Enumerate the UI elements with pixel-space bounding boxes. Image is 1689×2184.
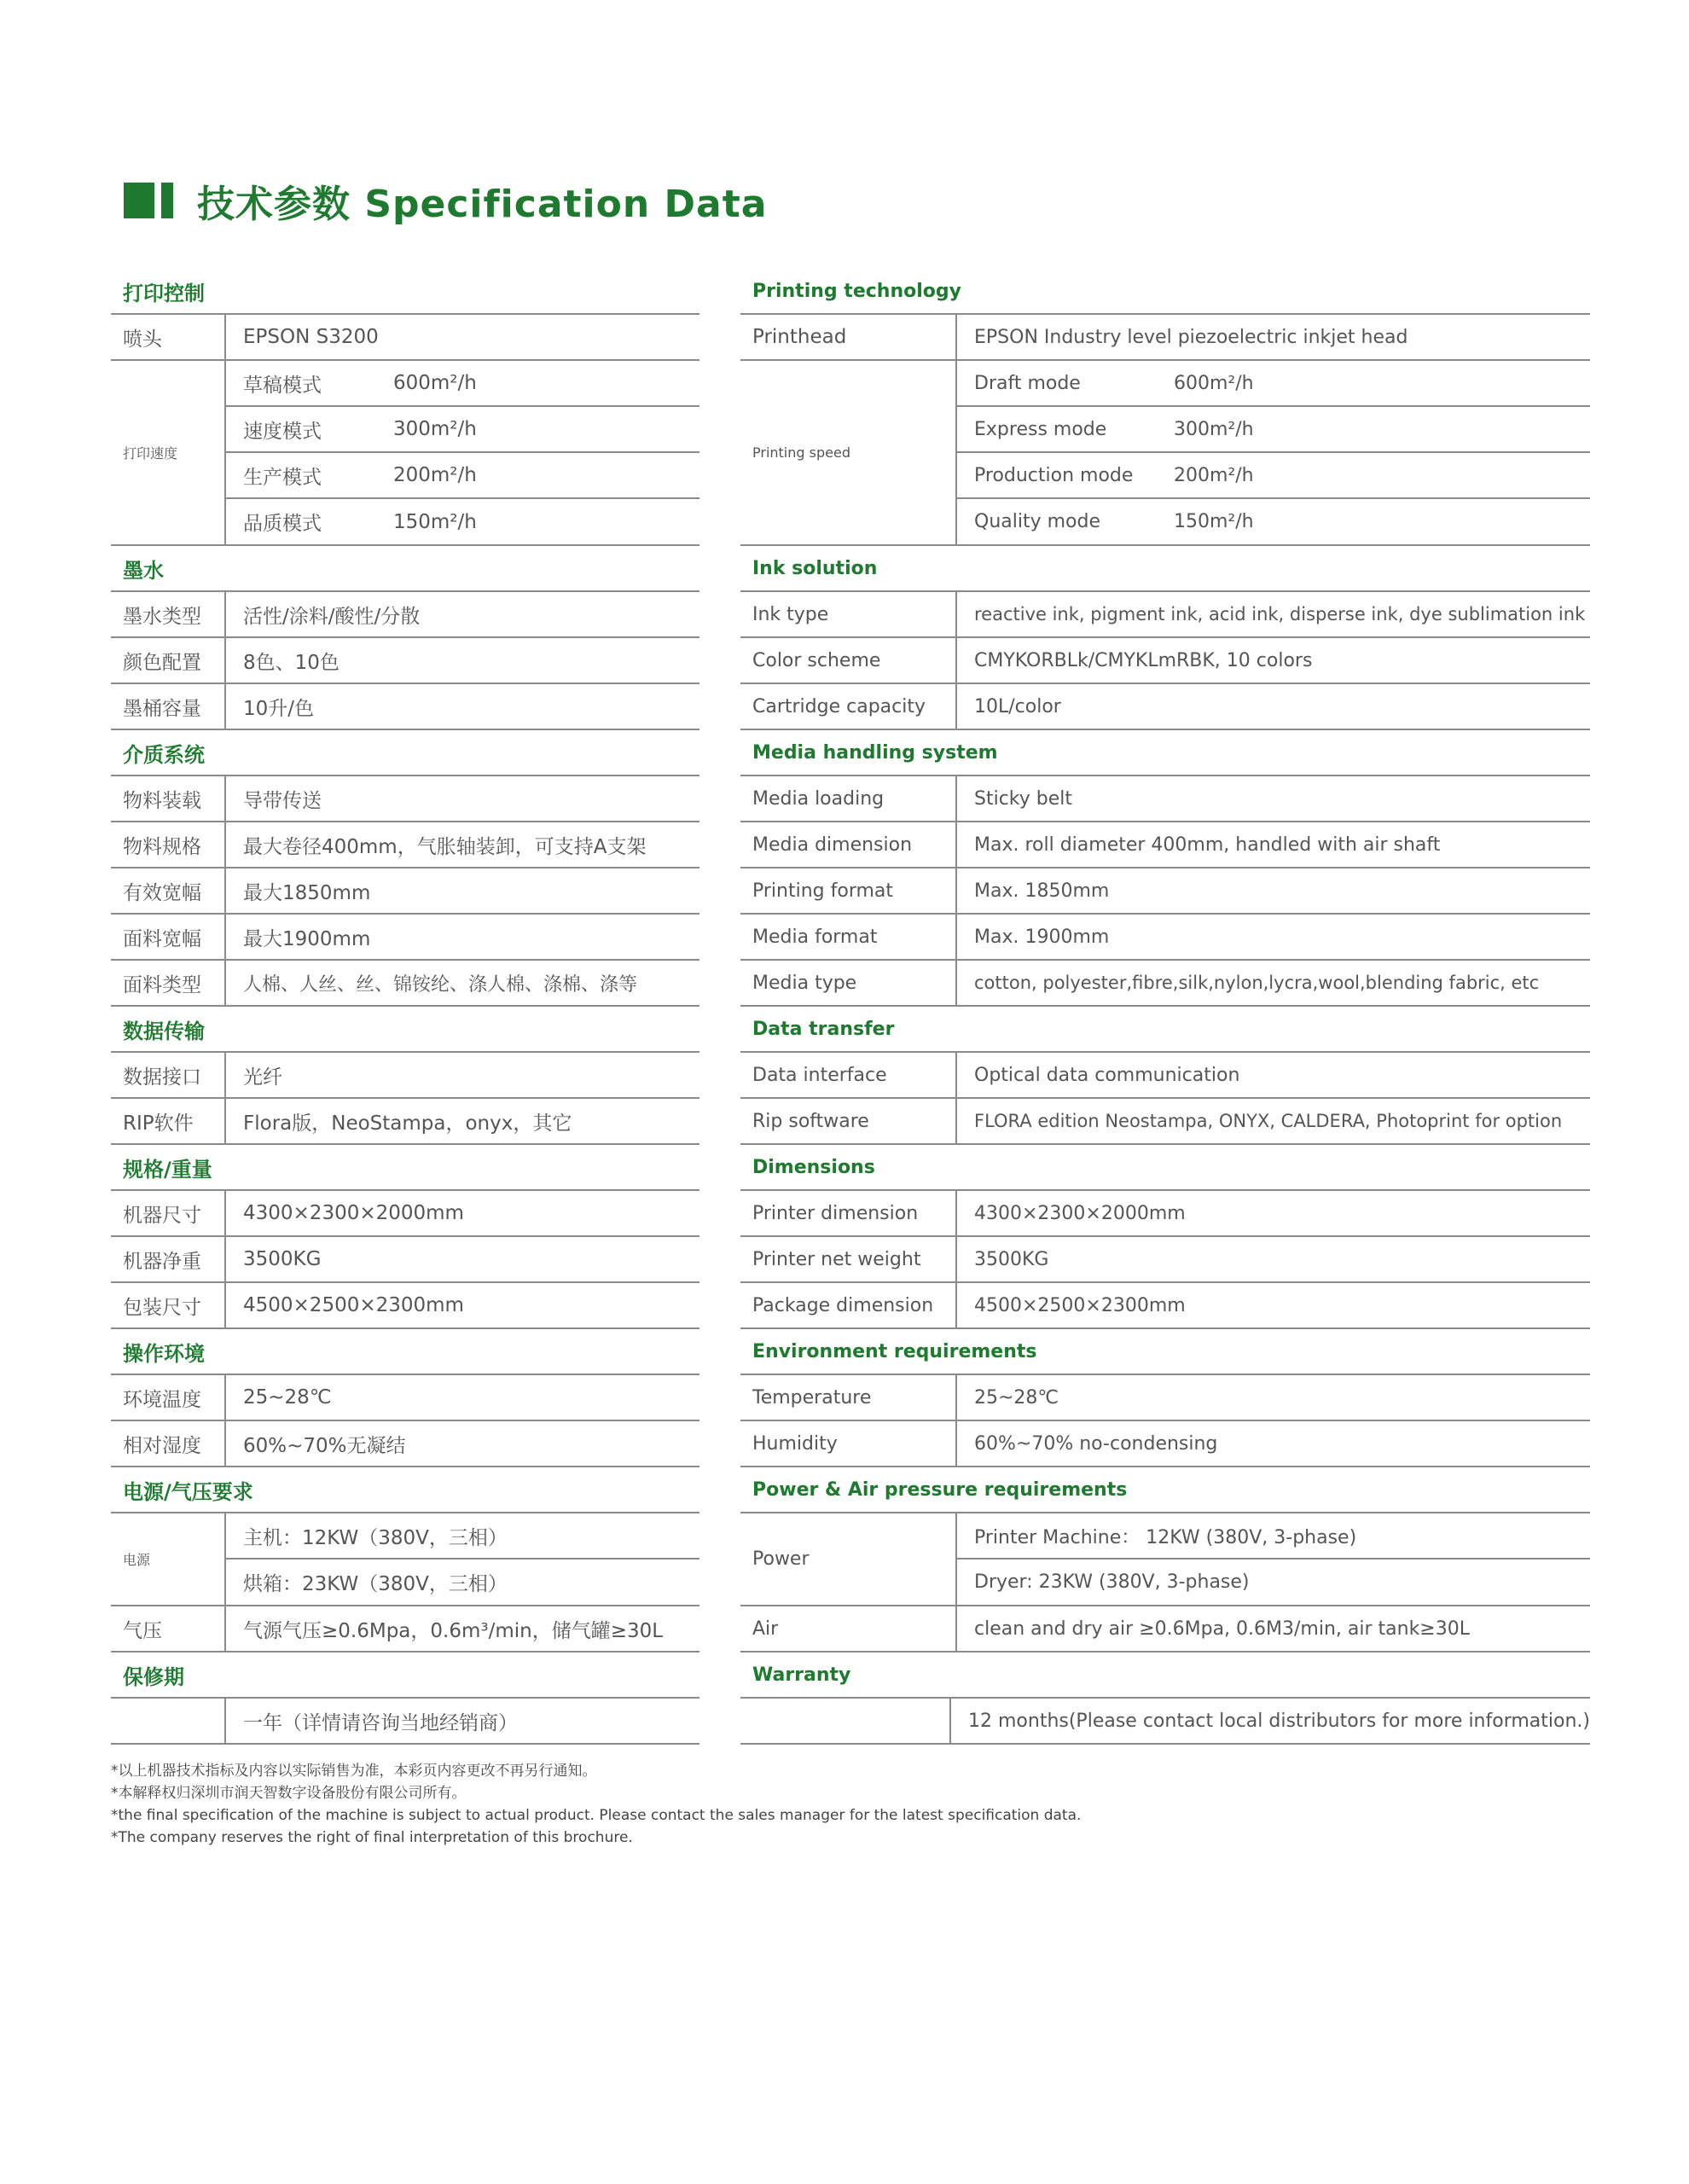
table-row: Printhead EPSON Industry level piezoelectric inkjet head [740,315,1590,361]
table-row: 包装尺寸 4500×2500×2300mm [111,1283,699,1329]
table-row: Air clean and dry air ≥0.6Mpa, 0.6M3/min, air tank≥30L [740,1606,1590,1653]
spec-table-english [740,269,1590,1745]
section-header: Media handling system [740,730,1590,776]
power-group [740,1513,1590,1606]
section-header: Power & Air pressure requirements [740,1467,1590,1513]
table-row: 一年（详情请咨询当地经销商） [111,1699,699,1745]
footnote: *the final specification of the machine is subject to actual product. Please contact the sales manager for the latest specification data. [111,1807,1082,1824]
table-row: 颜色配置 8色、10色 [111,638,699,684]
power-label: Power [740,1513,957,1605]
table-row: Rip software FLORA edition Neostampa, ONYX, CALDERA, Photoprint for option [740,1099,1590,1145]
section-header: 规格/重量 [111,1145,699,1191]
table-row: Temperature 25~28℃ [740,1375,1590,1421]
table-row: Media dimension Max. roll diameter 400mm, handled with air shaft [740,822,1590,868]
table-row: 机器净重 3500KG [111,1237,699,1283]
table-row: 物料规格 最大卷径400mm，气胀轴装卸，可支持A支架 [111,822,699,868]
section-header: Data transfer [740,1007,1590,1053]
footnote: *The company reserves the right of final interpretation of this brochure. [111,1829,633,1846]
page-title [124,175,767,226]
table-row: Cartridge capacity 10L/color [740,684,1590,730]
speed-row: 速度模式 300m²/h [226,407,699,453]
table-row: Media type cotton, polyester,fibre,silk,nylon,lycra,wool,blending fabric, etc [740,961,1590,1007]
section-header: 保修期 [111,1653,699,1699]
speed-row: 草稿模式 600m²/h [226,361,699,407]
footnote: *以上机器技术指标及内容以实际销售为准，本彩页内容更改不再另行通知。 [111,1763,597,1780]
power-group [111,1513,699,1606]
speed-row: Express mode 300m²/h [957,407,1590,453]
table-row: Package dimension 4500×2500×2300mm [740,1283,1590,1329]
table-row: 气压 气源气压≥0.6Mpa，0.6m³/min，储气罐≥30L [111,1606,699,1653]
table-row: 物料装载 导带传送 [111,776,699,822]
spec-table-chinese [111,269,699,1745]
footnotes [111,1760,1081,1849]
table-row: Ink type reactive ink, pigment ink, acid ink, disperse ink, dye sublimation ink [740,592,1590,638]
table-row: 相对湿度 60%~70%无凝结 [111,1421,699,1467]
section-header: Printing technology [740,269,1590,315]
speed-row: 品质模式 150m²/h [243,510,477,535]
speed-row: 生产模式 200m²/h [226,453,699,499]
table-row: Media loading Sticky belt [740,776,1590,822]
title-block-icon [124,183,154,218]
section-header: 电源/气压要求 [111,1467,699,1513]
power-label: 电源 [111,1513,226,1605]
speed-group [740,361,1590,546]
table-row: RIP软件 Flora版，NeoStampa，onyx，其它 [111,1099,699,1145]
table-row: Printer dimension 4300×2300×2000mm [740,1191,1590,1237]
speed-row: Quality mode 150m²/h [974,511,1254,532]
speed-label: Printing speed [740,361,957,544]
title-bar-icon [161,183,173,218]
section-header: 介质系统 [111,730,699,776]
table-row: 12 months(Please contact local distributors for more information.) [740,1699,1590,1745]
table-row: Printer net weight 3500KG [740,1237,1590,1283]
section-header: Warranty [740,1653,1590,1699]
table-row: 喷头 EPSON S3200 [111,315,699,361]
footnote: *本解释权归深圳市润天智数字设备股份有限公司所有。 [111,1785,467,1802]
power-row: Printer Machine： 12KW (380V, 3-phase) [957,1513,1590,1560]
table-row: 面料宽幅 最大1900mm [111,915,699,961]
speed-row: Production mode 200m²/h [957,453,1590,499]
section-header: 打印控制 [111,269,699,315]
speed-row: Draft mode 600m²/h [957,361,1590,407]
speed-label: 打印速度 [111,361,226,544]
section-header: Environment requirements [740,1329,1590,1375]
table-row: Humidity 60%~70% no-condensing [740,1421,1590,1467]
table-row: Printing format Max. 1850mm [740,868,1590,915]
section-header: Ink solution [740,546,1590,592]
table-row: 面料类型 人棉、人丝、丝、锦铵纶、涤人棉、涤棉、涤等 [111,961,699,1007]
section-header: 数据传输 [111,1007,699,1053]
table-row: 环境温度 25~28℃ [111,1375,699,1421]
table-row: Color scheme CMYKORBLk/CMYKLmRBK, 10 colors [740,638,1590,684]
table-row: 数据接口 光纤 [111,1053,699,1099]
section-header: Dimensions [740,1145,1590,1191]
speed-group [111,361,699,546]
table-row: Data interface Optical data communication [740,1053,1590,1099]
section-header: 墨水 [111,546,699,592]
power-row: Dryer: 23KW (380V, 3-phase) [974,1571,1250,1593]
power-row: 主机：12KW（380V，三相） [226,1513,699,1560]
table-row: 墨桶容量 10升/色 [111,684,699,730]
title-text: 技术参数 Specification Data [197,183,768,226]
table-row: 墨水类型 活性/涂料/酸性/分散 [111,592,699,638]
table-row: 有效宽幅 最大1850mm [111,868,699,915]
section-header: 操作环境 [111,1329,699,1375]
table-row: 机器尺寸 4300×2300×2000mm [111,1191,699,1237]
power-row: 烘箱：23KW（380V，三相） [243,1573,508,1595]
table-row: Media format Max. 1900mm [740,915,1590,961]
